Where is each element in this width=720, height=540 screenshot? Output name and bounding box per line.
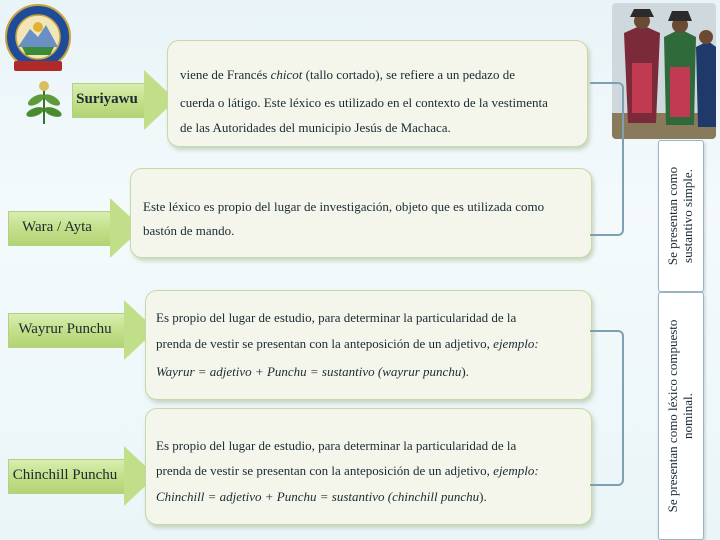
definition-line: [146, 464, 591, 477]
term-label: Wayrur Punchu: [18, 321, 112, 337]
traditional-dress-photo: [612, 3, 716, 139]
text-run: de las Autoridades del municipio Jesús de Machaca.: [180, 120, 451, 135]
text-run: cuerda o látigo. Este léxico es utilizado en el contexto de la vestimenta: [180, 95, 548, 110]
side-label-line: Se presentan como: [665, 166, 681, 266]
definition-line: [146, 337, 591, 350]
term-label: Suriyawu: [76, 91, 138, 107]
text-run: Este léxico es propio del lugar de investigación, objeto que es utilizada como: [143, 199, 545, 214]
definition-line: [168, 121, 587, 134]
side-label-compound: [658, 292, 704, 540]
text-run: ).: [479, 489, 487, 504]
term-label: Wara / Ayta: [22, 219, 92, 235]
italic-text: ejemplo:: [493, 463, 539, 478]
text-run: prenda de vestir se presentan con la anteposición de un adjetivo,: [156, 336, 494, 351]
definition-line: [168, 96, 587, 109]
italic-text: chinchill punchu: [392, 489, 480, 504]
definition-box-wayrur-punchu: [145, 290, 592, 400]
term-arrow-wara-ayta: [8, 198, 142, 258]
definition-line: [146, 365, 591, 378]
italic-text: chicot: [270, 67, 303, 82]
term-arrow-wayrur-punchu: [8, 300, 156, 360]
italic-text: Wayrur = adjetivo + Punchu = sustantivo (: [156, 364, 383, 379]
definition-line: [168, 68, 587, 81]
text-run: prenda de vestir se presentan con la anteposición de un adjetivo,: [156, 463, 494, 478]
plant-emblem-icon: [24, 78, 64, 126]
definition-box-wara-ayta: [130, 168, 592, 258]
text-run: viene de Francés: [180, 67, 271, 82]
bracket-compound-nouns: [590, 330, 624, 486]
definition-box-chinchill-punchu: [145, 408, 592, 525]
italic-text: wayrur punchu: [382, 364, 462, 379]
definition-line: [146, 439, 591, 452]
term-arrow-suriyawu: [72, 70, 176, 130]
definition-line: [131, 224, 591, 237]
definition-box-suriyawu: [167, 40, 588, 147]
text-run: (tallo cortado), se refiere a un pedazo de: [302, 67, 515, 82]
text-run: ).: [461, 364, 469, 379]
side-label-simple: [658, 140, 704, 292]
university-seal-logo: [4, 3, 72, 75]
definition-line: [131, 200, 591, 213]
term-arrow-chinchill-punchu: [8, 446, 156, 506]
side-label-line: sustantivo simple.: [680, 169, 695, 263]
side-label-line: Se presentan como léxico compuesto: [665, 319, 681, 513]
term-label: Chinchill Punchu: [12, 467, 118, 483]
bracket-simple-nouns: [590, 82, 624, 236]
text-run: Es propio del lugar de estudio, para determinar la particularidad de la: [156, 310, 517, 325]
italic-text: ejemplo:: [493, 336, 539, 351]
definition-line: [146, 490, 591, 503]
text-run: Es propio del lugar de estudio, para determinar la particularidad de la: [156, 438, 517, 453]
text-run: bastón de mando.: [143, 223, 235, 238]
side-label-line: nominal.: [680, 393, 695, 439]
italic-text: Chinchill = adjetivo + Punchu = sustantivo (: [156, 489, 393, 504]
definition-line: [146, 311, 591, 324]
